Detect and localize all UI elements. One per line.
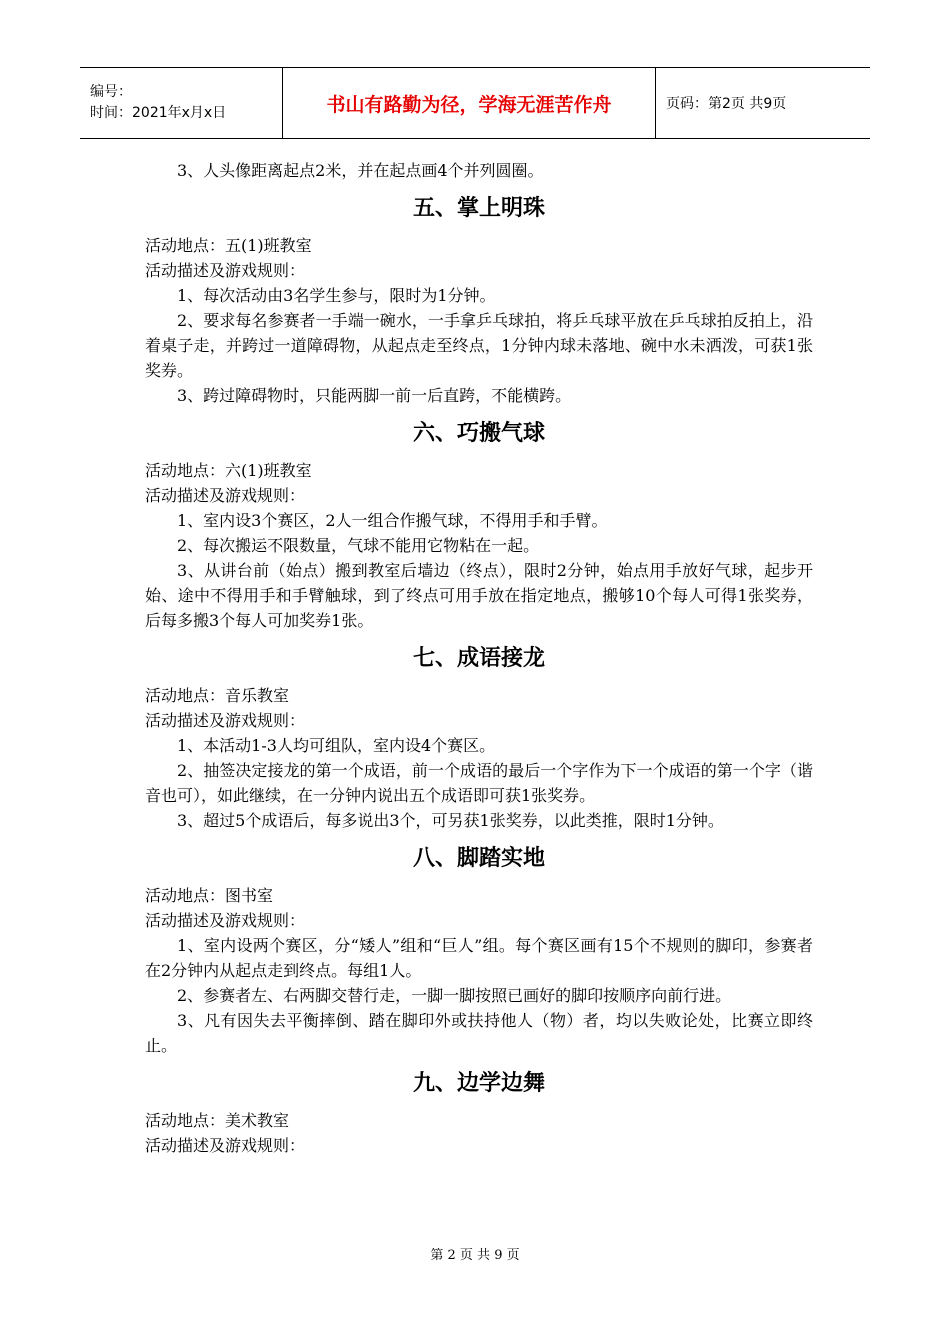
page-header: [80, 67, 870, 139]
rule-item: 3、凡有因失去平衡摔倒、踏在脚印外或扶持他人（物）者，均以失败论处，比赛立即终止。: [145, 1011, 813, 1055]
rule-item: 1、本活动1-3人均可组队，室内设4个赛区。: [177, 736, 496, 755]
rule-item: 2、要求每名参赛者一手端一碗水，一手拿乒乓球拍，将乒乓球平放在乒乓球拍反拍上，沿着桌子走，并跨过一道障碍物，从起点走至终点，1分钟内球未落地、碗中水未洒泼，可获1张奖券。: [145, 311, 813, 380]
rule-item: 2、每次搬运不限数量，气球不能用它物粘在一起。: [177, 536, 540, 555]
sections-container: [145, 193, 813, 1158]
activity-location: 活动地点：图书室: [145, 886, 274, 905]
activity-location: 活动地点：五(1)班教室: [145, 236, 312, 255]
rule-item: 1、室内设3个赛区，2人一组合作搬气球，不得用手和手臂。: [177, 511, 608, 530]
intro-line: 3、人头像距离起点2米，并在起点画4个并列圆圈。: [177, 161, 544, 180]
document-body: [145, 158, 813, 1158]
activity-section: [145, 418, 813, 633]
rule-item: 2、抽签决定接龙的第一个成语，前一个成语的最后一个字作为下一个成语的第一个字（谐音也可），如此继续，在一分钟内说出五个成语即可获1张奖券。: [145, 761, 813, 805]
activity-section: [145, 643, 813, 833]
section-title: 五、掌上明珠: [412, 196, 545, 221]
rule-item: 1、室内设两个赛区，分“矮人”组和“巨人”组。每个赛区画有15个不规则的脚印，参赛者在2分钟内从起点走到终点。每组1人。: [145, 936, 813, 980]
activity-location: 活动地点：音乐教室: [145, 686, 290, 705]
rule-item: 3、跨过障碍物时，只能两脚一前一后直跨，不能横跨。: [177, 386, 572, 405]
section-title: 七、成语接龙: [412, 646, 545, 671]
activity-section: [145, 843, 813, 1058]
activity-section: [145, 193, 813, 408]
rule-item: 1、每次活动由3名学生参与，限时为1分钟。: [177, 286, 496, 305]
section-title: 八、脚踏实地: [412, 846, 545, 871]
activity-location: 活动地点：美术教室: [145, 1111, 290, 1130]
header-page-info: 页码：第2页 共9页: [666, 96, 787, 112]
rules-label: 活动描述及游戏规则：: [145, 1136, 306, 1155]
number-label: 编号：: [90, 84, 132, 100]
rules-label: 活动描述及游戏规则：: [145, 261, 306, 280]
header-meta: [80, 68, 282, 138]
rule-item: 3、从讲台前（始点）搬到教室后墙边（终点），限时2分钟，始点用手放好气球，起步开始、途中不得用手和手臂触球，到了终点可用手放在指定地点，搬够10个每人可得1张奖券，后每多搬3个每人可加奖券1张。: [145, 561, 813, 630]
header-motto: 书山有路勤为径，学海无涯苦作舟: [282, 68, 656, 138]
section-title: 九、边学边舞: [412, 1071, 545, 1096]
rules-label: 活动描述及游戏规则：: [145, 711, 306, 730]
rule-item: 2、参赛者左、右两脚交替行走，一脚一脚按照已画好的脚印按顺序向前行进。: [177, 986, 732, 1005]
rules-label: 活动描述及游戏规则：: [145, 911, 306, 930]
rules-label: 活动描述及游戏规则：: [145, 486, 306, 505]
activity-location: 活动地点：六(1)班教室: [145, 461, 312, 480]
page-footer: 第 2 页 共 9 页: [430, 1248, 520, 1263]
time-label: 时间：2021年x月x日: [90, 105, 227, 121]
activity-section: [145, 1068, 813, 1158]
rule-item: 3、超过5个成语后，每多说出3个，可另获1张奖券，以此类推，限时1分钟。: [177, 811, 724, 830]
section-title: 六、巧搬气球: [412, 421, 545, 446]
